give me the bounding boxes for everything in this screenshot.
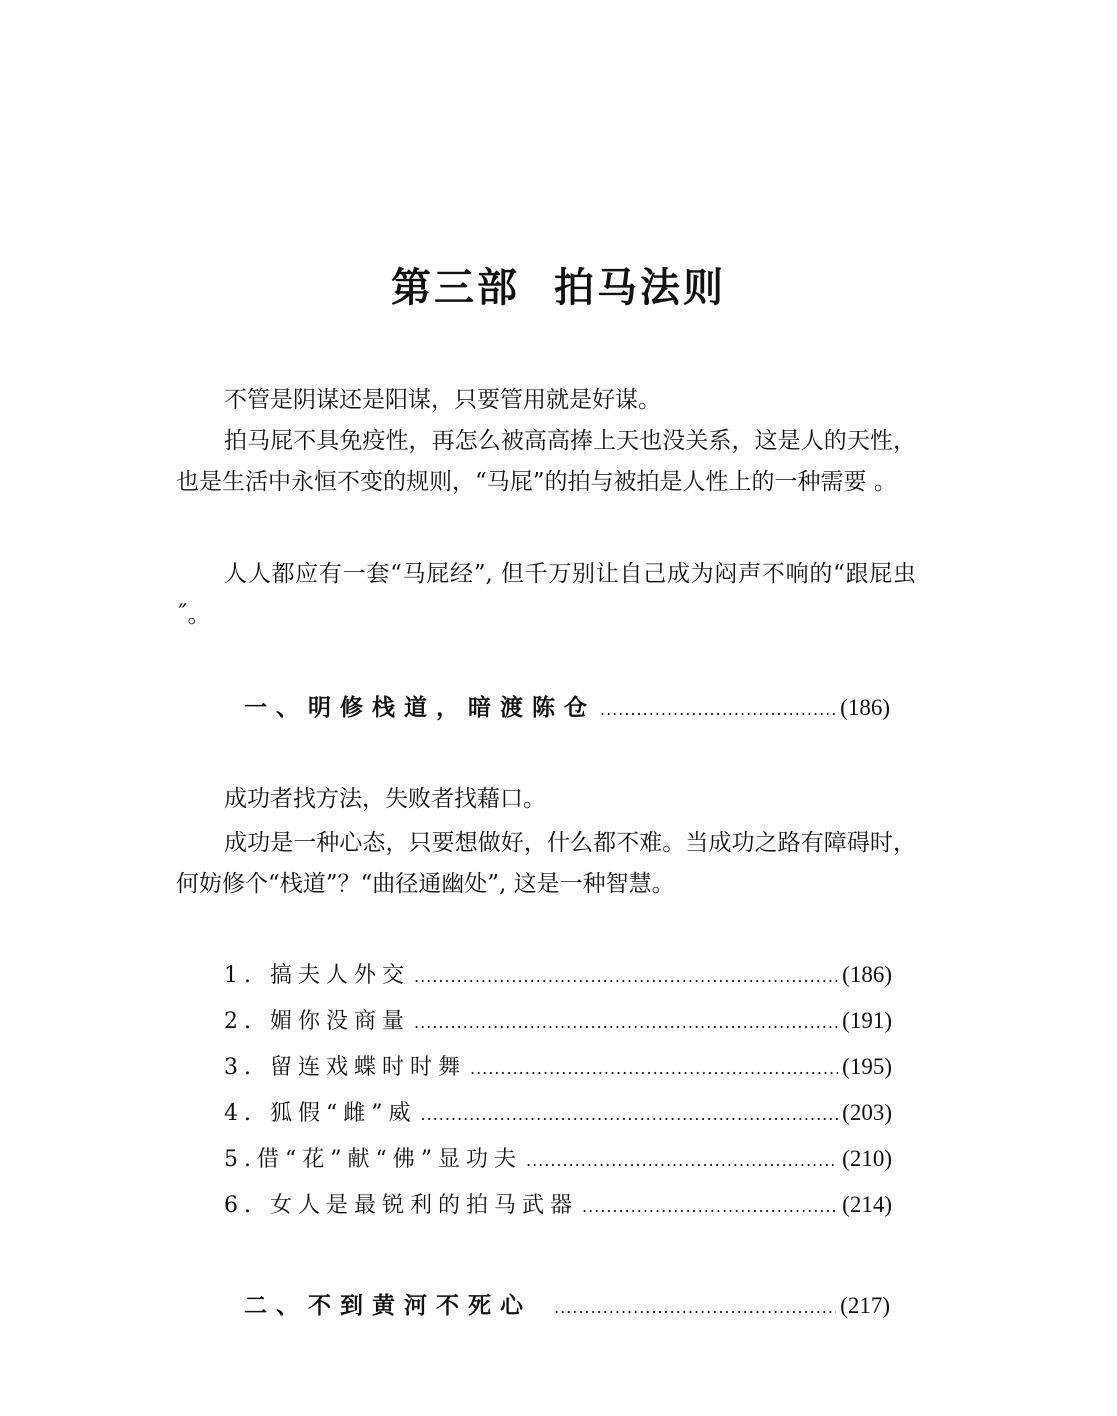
dot-leader <box>414 967 838 986</box>
toc-item-page: (210) <box>842 1146 892 1171</box>
toc-item-page: (203) <box>842 1100 892 1125</box>
dot-leader <box>600 700 836 719</box>
toc-item[interactable] <box>224 1096 892 1130</box>
toc-item[interactable] <box>224 1188 892 1222</box>
toc-item-page: (195) <box>842 1054 892 1079</box>
toc-section-2[interactable] <box>244 1287 890 1321</box>
dot-leader <box>414 1013 838 1032</box>
toc-item-label: 3. 留连戏蝶时时舞 <box>224 1055 466 1080</box>
intro-paragraph-3: 人人都应有一套“马屁经”, 但千万别让自己成为闷声不响的“跟屁虫˝。 <box>176 561 916 628</box>
toc-section-1[interactable] <box>244 689 890 723</box>
toc-item-page: (214) <box>842 1192 892 1217</box>
toc-item-label: 2. 媚你没商量 <box>224 1009 410 1034</box>
toc-item-page: (191) <box>842 1008 892 1033</box>
section-paragraph-1: 成功者找方法，失败者找藉口。 <box>224 786 546 812</box>
dot-leader <box>582 1197 838 1216</box>
part-name: 拍马法则 <box>554 265 726 311</box>
dot-leader <box>554 1298 836 1317</box>
toc-item-label: 5.借“花”献“佛”显功夫 <box>224 1147 522 1172</box>
toc-item[interactable] <box>224 958 892 992</box>
part-number: 第三部 <box>391 265 520 311</box>
toc-page-number: (217) <box>840 1293 890 1318</box>
toc-item-page: (186) <box>842 962 892 987</box>
dot-leader <box>526 1151 838 1170</box>
toc-item-label: 6. 女人是最锐利的拍马武器 <box>224 1193 578 1218</box>
toc-item-label: 1. 搞夫人外交 <box>224 963 410 988</box>
intro-paragraph-1: 不管是阴谋还是阳谋，只要管用就是好谋。 <box>224 387 661 413</box>
toc-item[interactable] <box>224 1142 892 1176</box>
toc-item[interactable] <box>224 1004 892 1038</box>
toc-section-title: 二、不到黄河不死心 <box>244 1293 532 1319</box>
toc-item-label: 4. 狐假“雌”威 <box>224 1101 417 1126</box>
toc-item[interactable] <box>224 1050 892 1084</box>
intro-paragraph-2: 拍马屁不具免疫性，再怎么被高高捧上天也没关系，这是人的天性，也是生活中永恒不变的规则，“马屁”的拍与被拍是人性上的一种需要 。 <box>176 428 916 495</box>
page-title <box>0 256 1117 313</box>
toc-page-number: (186) <box>840 695 890 720</box>
toc-section-title: 一、明修栈道，暗渡陈仓 <box>244 695 596 721</box>
dot-leader <box>420 1105 838 1124</box>
dot-leader <box>470 1059 838 1078</box>
section-paragraph-2: 成功是一种心态，只要想做好，什么都不难。当成功之路有障碍时，何妨修个“栈道”？“曲径通幽处”, 这是一种智慧。 <box>176 830 916 897</box>
